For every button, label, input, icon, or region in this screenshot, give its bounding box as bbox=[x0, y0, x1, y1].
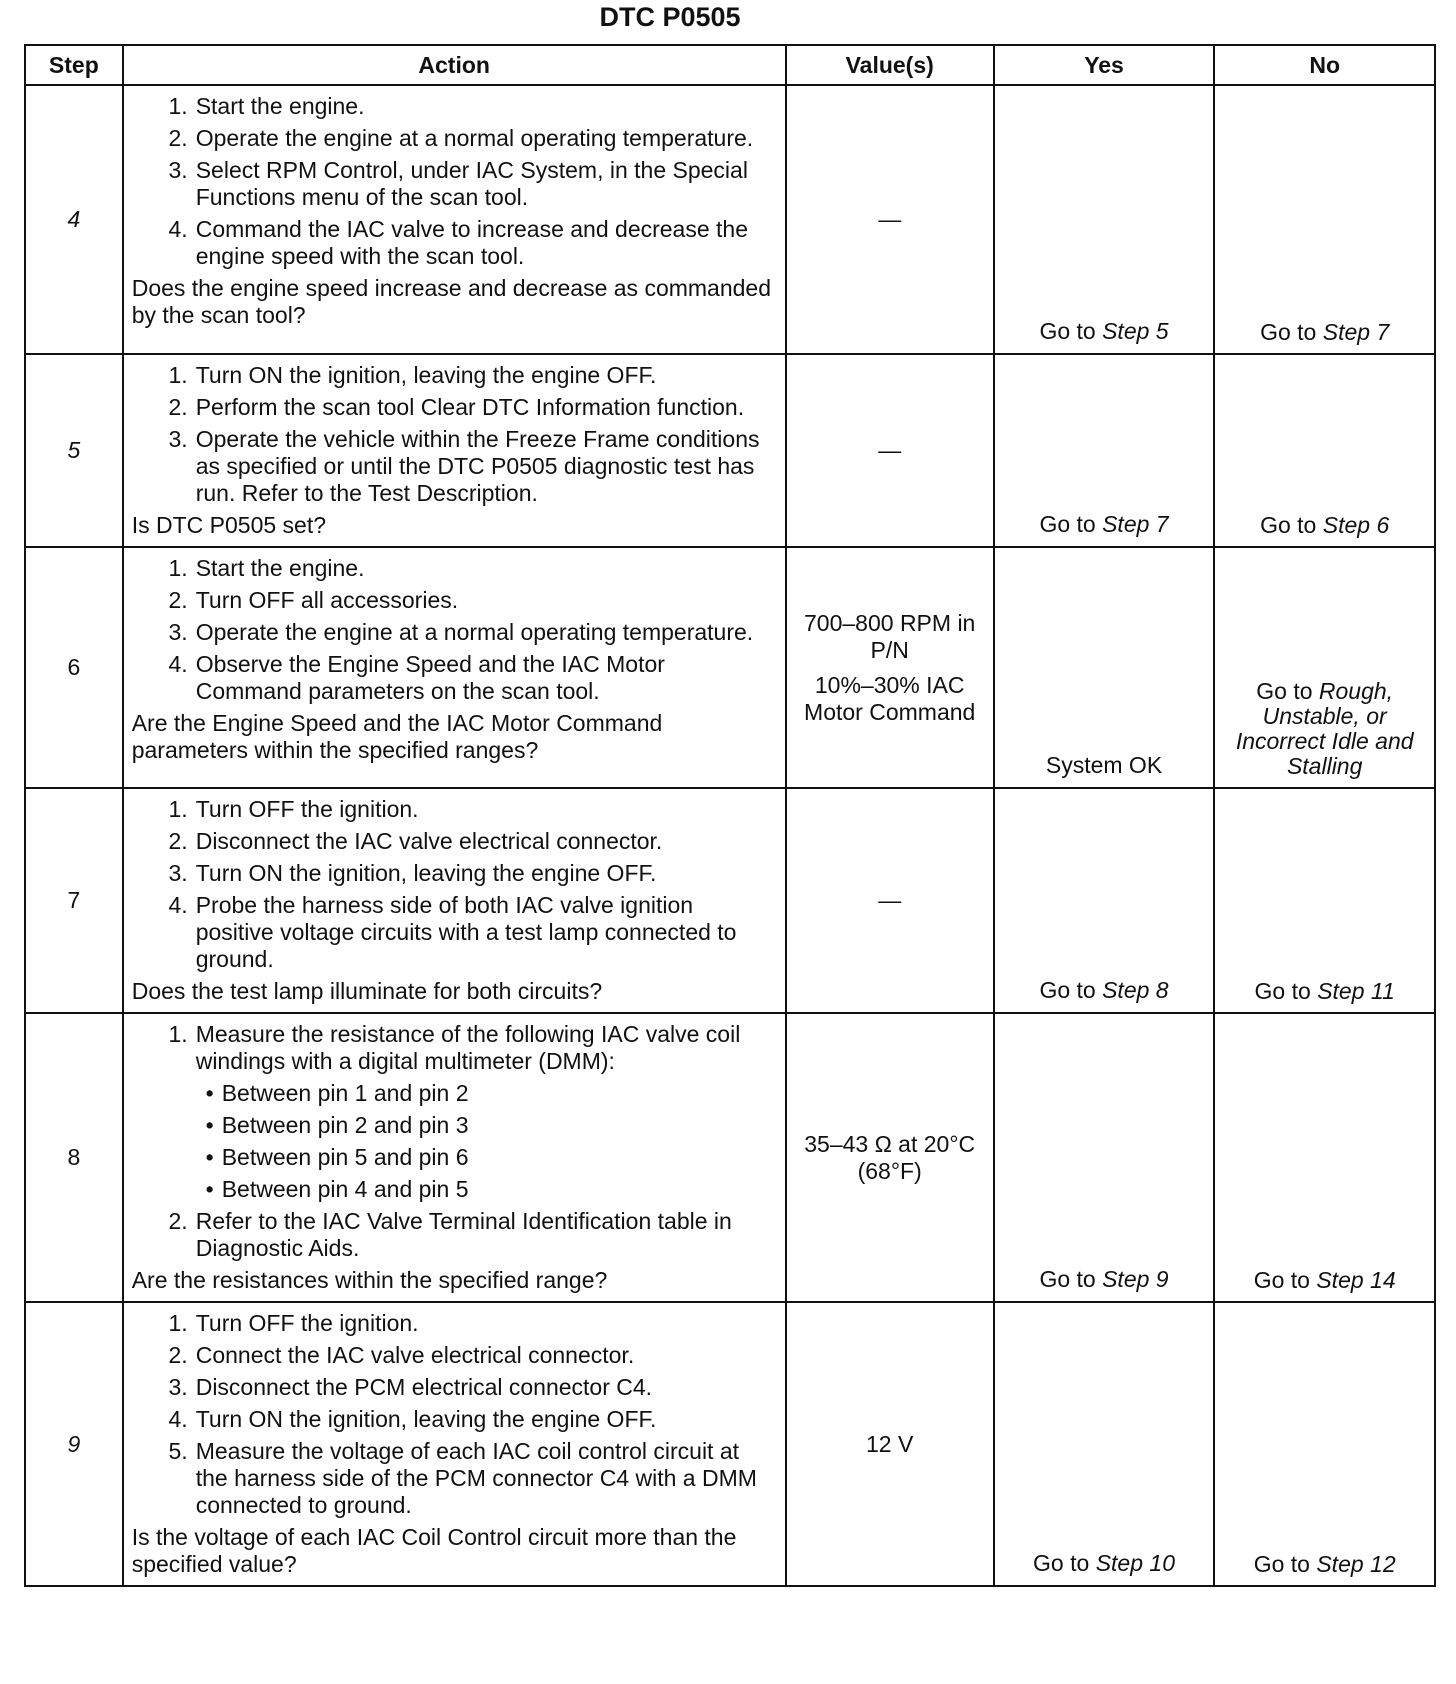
item-text: Turn ON the ignition, leaving the engine OFF. bbox=[195, 1406, 657, 1432]
action-item bbox=[132, 1021, 777, 1075]
action-item bbox=[132, 1438, 777, 1519]
action-question: Does the test lamp illuminate for both circuits? bbox=[131, 978, 603, 1004]
item-number: 5. bbox=[168, 1438, 188, 1464]
item-text: Start the engine. bbox=[195, 93, 365, 119]
action-item bbox=[132, 157, 777, 211]
item-number: 1. bbox=[168, 362, 188, 388]
bullet-text: Between pin 2 and pin 3 bbox=[221, 1112, 469, 1138]
action-item bbox=[132, 125, 777, 152]
item-text: Operate the engine at a normal operating temperature. bbox=[195, 125, 754, 151]
item-text: Command the IAC valve to increase and decrease the engine speed with the scan tool. bbox=[195, 216, 749, 269]
action-question: Is DTC P0505 set? bbox=[131, 512, 327, 538]
item-text: Measure the resistance of the following IAC valve coil windings with a digital multimeter (DMM): bbox=[195, 1021, 741, 1074]
item-text: Probe the harness side of both IAC valve ignition positive voltage circuits with a test lamp connected to ground. bbox=[195, 892, 737, 972]
action-item bbox=[132, 394, 777, 421]
item-number: 1. bbox=[168, 555, 188, 581]
yes-cell-target: Step 10 bbox=[1095, 1550, 1175, 1576]
page-title: DTC P0505 bbox=[599, 2, 741, 32]
table-row bbox=[25, 354, 1435, 547]
yes-cell-target: Step 5 bbox=[1102, 318, 1169, 344]
action-item bbox=[132, 1310, 777, 1337]
yes-cell: Go to Step 10 bbox=[994, 1302, 1215, 1586]
table-row bbox=[25, 1302, 1435, 1586]
bullet-dot: • bbox=[205, 1144, 214, 1170]
item-text: Observe the Engine Speed and the IAC Motor Command parameters on the scan tool. bbox=[195, 651, 665, 704]
value-text: — bbox=[878, 887, 902, 913]
diagnostic-table bbox=[24, 44, 1436, 1587]
yes-cell: Go to Step 9 bbox=[994, 1013, 1215, 1302]
action-cell bbox=[123, 85, 786, 354]
no-cell: Go to Step 7 bbox=[1214, 85, 1435, 354]
item-text: Perform the scan tool Clear DTC Information function. bbox=[195, 394, 745, 420]
item-number: 3. bbox=[168, 157, 188, 183]
item-text: Turn OFF the ignition. bbox=[195, 796, 419, 822]
item-text: Connect the IAC valve electrical connector. bbox=[195, 1342, 635, 1368]
step-number: 8 bbox=[25, 1013, 123, 1302]
value-text: 10%–30% IAC Motor Command bbox=[804, 671, 976, 725]
no-cell-target: Step 14 bbox=[1316, 1267, 1396, 1293]
table-row bbox=[25, 547, 1435, 788]
yes-cell: System OK bbox=[994, 547, 1215, 788]
item-text: Disconnect the PCM electrical connector C4. bbox=[195, 1374, 653, 1400]
item-number: 4. bbox=[168, 1406, 188, 1432]
item-text: Operate the engine at a normal operating temperature. bbox=[195, 619, 754, 645]
item-number: 2. bbox=[168, 1208, 188, 1234]
step-number: 5 bbox=[25, 354, 123, 547]
table-row bbox=[25, 85, 1435, 354]
yes-cell-target: Step 7 bbox=[1102, 511, 1169, 537]
no-cell: Go to Step 12 bbox=[1214, 1302, 1435, 1586]
item-number: 1. bbox=[168, 796, 188, 822]
no-cell-target: Step 7 bbox=[1322, 319, 1390, 345]
yes-cell: Go to Step 5 bbox=[994, 85, 1215, 354]
action-item bbox=[132, 362, 777, 389]
value-cell bbox=[786, 1302, 994, 1586]
item-number: 2. bbox=[168, 587, 188, 613]
action-cell bbox=[123, 788, 786, 1013]
item-number: 2. bbox=[168, 828, 188, 854]
value-cell bbox=[786, 788, 994, 1013]
action-question: Does the engine speed increase and decrease as commanded by the scan tool? bbox=[131, 275, 772, 328]
header-row bbox=[25, 45, 1435, 85]
step-number: 7 bbox=[25, 788, 123, 1013]
item-number: 2. bbox=[168, 394, 188, 420]
item-number: 3. bbox=[168, 619, 188, 645]
action-question: Is the voltage of each IAC Coil Control circuit more than the specified value? bbox=[131, 1524, 737, 1577]
action-cell bbox=[123, 1302, 786, 1586]
value-text: 700–800 RPM in P/N bbox=[804, 609, 976, 663]
item-text: Turn ON the ignition, leaving the engine OFF. bbox=[195, 860, 657, 886]
no-cell-target: Rough, Unstable, or Incorrect Idle and Stalling bbox=[1235, 678, 1414, 779]
header-action: Action bbox=[123, 45, 786, 85]
step-number: 4 bbox=[25, 85, 123, 354]
value-cell bbox=[786, 547, 994, 788]
item-number: 4. bbox=[168, 651, 188, 677]
item-text: Operate the vehicle within the Freeze Frame conditions as specified or until the DTC P0505 diagnostic test has run. Refer to the Test Description. bbox=[195, 426, 760, 506]
action-item bbox=[132, 216, 777, 270]
action-item bbox=[132, 651, 777, 705]
action-item bbox=[132, 555, 777, 582]
item-number: 4. bbox=[168, 216, 188, 242]
item-text: Start the engine. bbox=[195, 555, 365, 581]
action-cell bbox=[123, 547, 786, 788]
action-item bbox=[132, 860, 777, 887]
item-text: Disconnect the IAC valve electrical connector. bbox=[195, 828, 663, 854]
action-bullet bbox=[198, 1080, 777, 1107]
yes-cell-target: Step 8 bbox=[1102, 977, 1169, 1003]
no-cell: Go to Step 11 bbox=[1214, 788, 1435, 1013]
bullet-text: Between pin 4 and pin 5 bbox=[221, 1176, 469, 1202]
bullet-dot: • bbox=[205, 1080, 214, 1106]
no-cell: Go to Step 14 bbox=[1214, 1013, 1435, 1302]
yes-cell-target: Step 9 bbox=[1102, 1266, 1169, 1292]
bullet-text: Between pin 5 and pin 6 bbox=[221, 1144, 469, 1170]
action-item bbox=[132, 1208, 777, 1262]
item-number: 3. bbox=[168, 426, 188, 452]
item-text: Refer to the IAC Valve Terminal Identification table in Diagnostic Aids. bbox=[195, 1208, 732, 1261]
item-number: 2. bbox=[168, 125, 188, 151]
item-number: 3. bbox=[168, 860, 188, 886]
header-yes: Yes bbox=[994, 45, 1215, 85]
bullet-dot: • bbox=[205, 1112, 214, 1138]
value-cell bbox=[786, 85, 994, 354]
bullet-text: Between pin 1 and pin 2 bbox=[221, 1080, 469, 1106]
item-text: Measure the voltage of each IAC coil control circuit at the harness side of the PCM connector C4 with a DMM connected to ground. bbox=[195, 1438, 757, 1518]
action-item bbox=[132, 828, 777, 855]
action-question: Are the Engine Speed and the IAC Motor Command parameters within the specified ranges? bbox=[131, 710, 663, 763]
action-item bbox=[132, 619, 777, 646]
action-bullet bbox=[198, 1112, 777, 1139]
yes-cell: Go to Step 8 bbox=[994, 788, 1215, 1013]
item-number: 1. bbox=[168, 1310, 188, 1336]
no-cell-target: Step 6 bbox=[1322, 512, 1390, 538]
yes-cell: Go to Step 7 bbox=[994, 354, 1215, 547]
table-row bbox=[25, 788, 1435, 1013]
no-cell-target: Step 12 bbox=[1316, 1551, 1396, 1577]
action-item bbox=[132, 93, 777, 120]
value-cell bbox=[786, 354, 994, 547]
step-number: 9 bbox=[25, 1302, 123, 1586]
action-cell bbox=[123, 354, 786, 547]
bullet-dot: • bbox=[205, 1176, 214, 1202]
no-cell-target: Step 11 bbox=[1317, 978, 1395, 1004]
value-text: 12 V bbox=[866, 1430, 914, 1457]
action-item bbox=[132, 426, 777, 507]
item-text: Turn OFF the ignition. bbox=[195, 1310, 419, 1336]
value-cell bbox=[786, 1013, 994, 1302]
item-number: 1. bbox=[168, 93, 188, 119]
item-number: 2. bbox=[168, 1342, 188, 1368]
value-text: — bbox=[878, 206, 902, 232]
no-cell: Go to Step 6 bbox=[1214, 354, 1435, 547]
table-row bbox=[25, 1013, 1435, 1302]
action-bullet bbox=[198, 1144, 777, 1171]
value-text: — bbox=[878, 437, 902, 463]
action-item bbox=[132, 587, 777, 614]
action-item bbox=[132, 1342, 777, 1369]
action-question: Are the resistances within the specified range? bbox=[131, 1267, 608, 1293]
header-no: No bbox=[1214, 45, 1435, 85]
action-item bbox=[132, 1406, 777, 1433]
no-cell: Go to Rough, Unstable, or Incorrect Idle and Stalling bbox=[1214, 547, 1435, 788]
item-number: 4. bbox=[168, 892, 188, 918]
item-number: 3. bbox=[168, 1374, 188, 1400]
item-text: Select RPM Control, under IAC System, in the Special Functions menu of the scan tool. bbox=[195, 157, 748, 210]
action-item bbox=[132, 796, 777, 823]
action-bullet bbox=[198, 1176, 777, 1203]
item-number: 1. bbox=[168, 1021, 188, 1047]
value-text: 35–43 Ω at 20°C (68°F) bbox=[804, 1130, 976, 1184]
step-number: 6 bbox=[25, 547, 123, 788]
item-text: Turn OFF all accessories. bbox=[195, 587, 459, 613]
action-item bbox=[132, 1374, 777, 1401]
table-body bbox=[25, 85, 1435, 1586]
action-cell bbox=[123, 1013, 786, 1302]
header-values: Value(s) bbox=[786, 45, 994, 85]
action-item bbox=[132, 892, 777, 973]
item-text: Turn ON the ignition, leaving the engine OFF. bbox=[195, 362, 657, 388]
header-step: Step bbox=[25, 45, 123, 85]
